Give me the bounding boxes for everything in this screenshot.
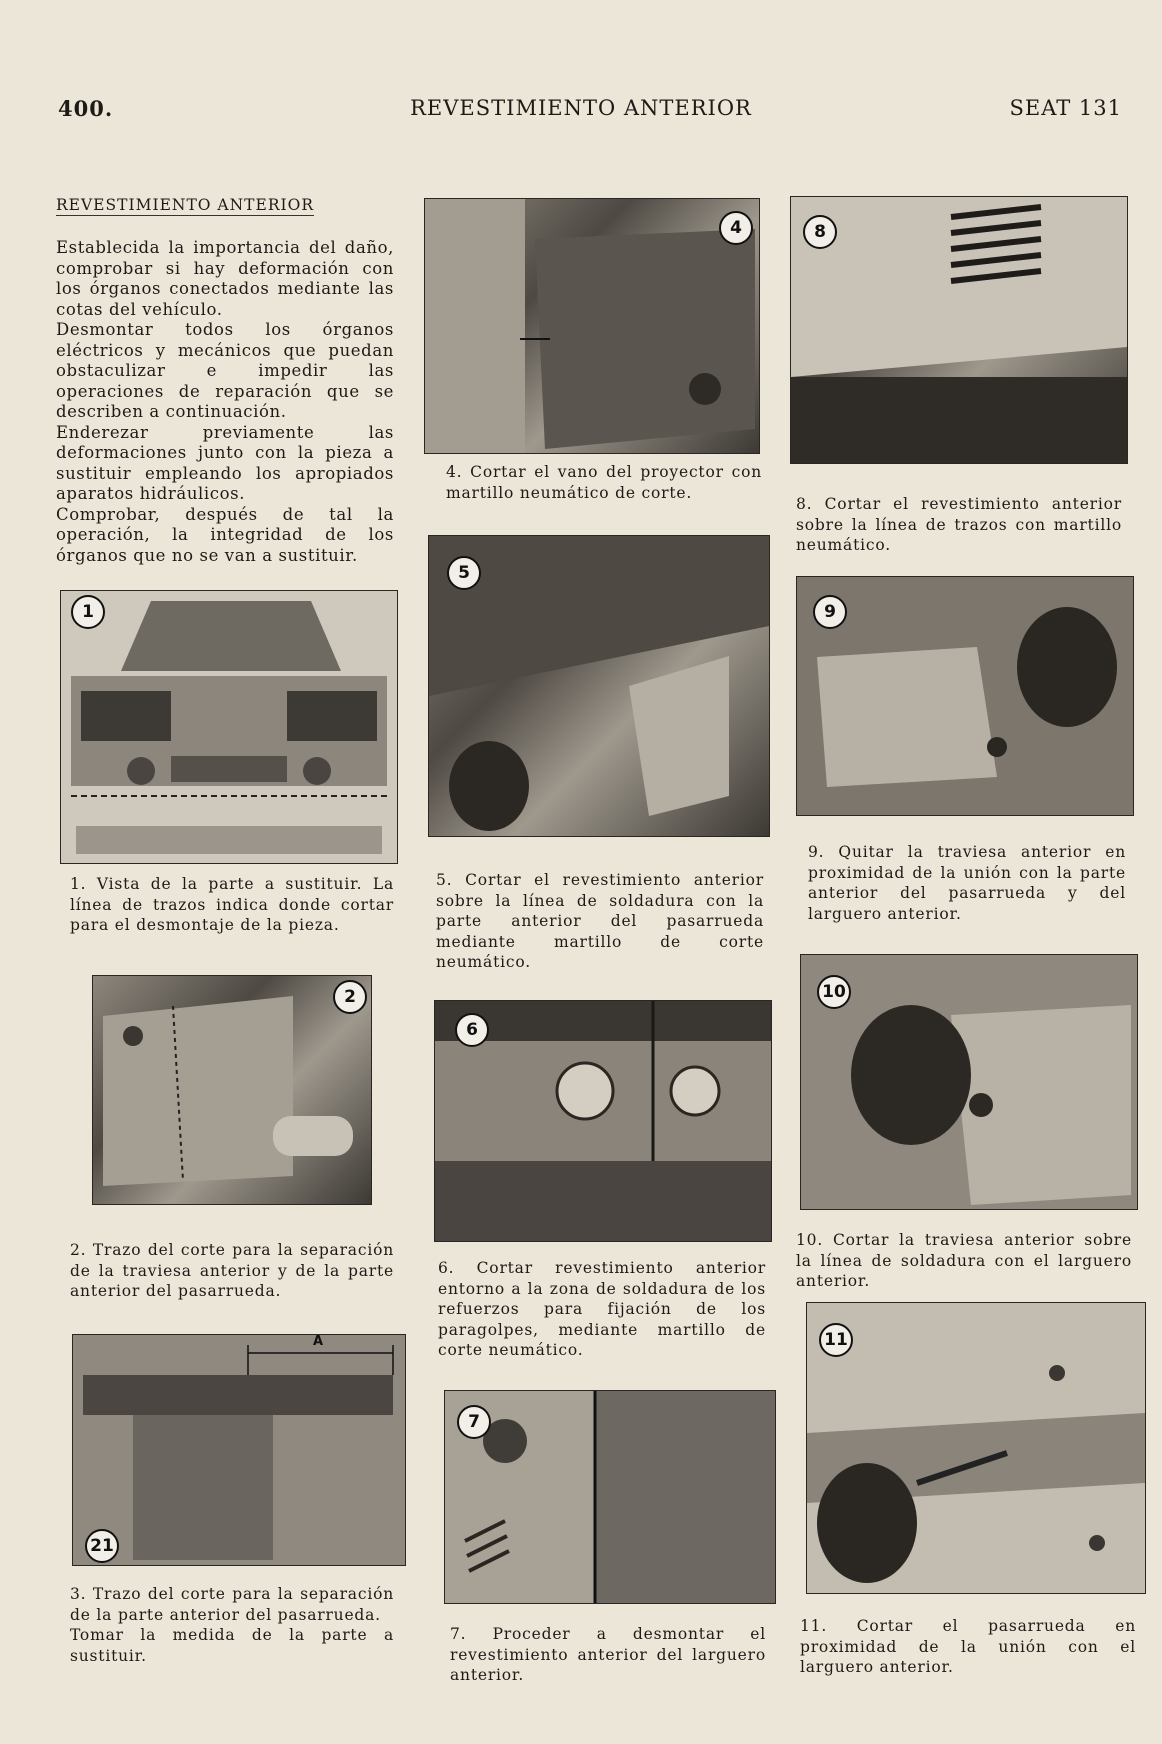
figure-badge: 9 bbox=[813, 595, 847, 629]
figure-7-caption: 7. Proceder a desmontar el revestimiento anterior del larguero anterior. bbox=[450, 1625, 766, 1684]
figure-badge: 5 bbox=[447, 556, 481, 590]
page-number: 400. bbox=[58, 96, 114, 121]
figure-8-photo bbox=[790, 196, 1128, 464]
figure-6-photo bbox=[434, 1000, 772, 1242]
figure-badge: 11 bbox=[819, 1323, 853, 1357]
intro-paragraph: Enderezar previamente las deformaciones junto con la pieza a sustituir empleando los apropiados aparatos hidráulicos. bbox=[56, 422, 394, 503]
figure-badge: 21 bbox=[85, 1529, 119, 1563]
figure-4-caption: 4. Cortar el vano del proyector con martillo neumático de corte. bbox=[446, 463, 762, 502]
figure-badge: 6 bbox=[455, 1013, 489, 1047]
figure-9-caption: 9. Quitar la traviesa anterior en proximidad de la unión con la parte anterior del pasarrueda y del larguero anterior. bbox=[808, 843, 1126, 923]
figure-1-photo bbox=[60, 590, 398, 864]
figure-10-caption: 10. Cortar la traviesa anterior sobre la línea de soldadura con el larguero anterior. bbox=[796, 1231, 1132, 1290]
figure-badge: 10 bbox=[817, 975, 851, 1009]
figure-7-photo bbox=[444, 1390, 776, 1604]
figure-10-photo bbox=[800, 954, 1138, 1210]
figure-4-photo bbox=[424, 198, 760, 454]
figure-11-caption: 11. Cortar el pasarrueda en proximidad de la unión con el larguero anterior. bbox=[800, 1617, 1136, 1676]
intro-paragraph: Comprobar, después de tal la operación, la integridad de los órganos que no se van a sustituir. bbox=[56, 504, 394, 565]
figure-badge: 7 bbox=[457, 1405, 491, 1439]
figure-1-caption: 1. Vista de la parte a sustituir. La línea de trazos indica donde cortar para el desmontaje de la pieza. bbox=[70, 875, 394, 934]
intro-text bbox=[56, 238, 394, 566]
figure-badge: 2 bbox=[333, 980, 367, 1014]
intro-paragraph: Establecida la importancia del daño, comprobar si hay deformación con los órganos conectados mediante las cotas del vehículo. bbox=[56, 238, 394, 319]
intro-paragraph: Desmontar todos los órganos eléctricos y mecánicos que puedan obstaculizar e impedir las operaciones de reparación que se describen a continuación. bbox=[56, 320, 394, 421]
figure-8-caption: 8. Cortar el revestimiento anterior sobre la línea de trazos con martillo neumático. bbox=[796, 495, 1122, 554]
dimension-label: A bbox=[313, 1334, 324, 1349]
figure-9-photo bbox=[796, 576, 1134, 816]
vehicle-model: SEAT 131 bbox=[1009, 96, 1122, 120]
page-title: REVESTIMIENTO ANTERIOR bbox=[410, 96, 752, 120]
figure-2-photo bbox=[92, 975, 372, 1205]
section-title: REVESTIMIENTO ANTERIOR bbox=[56, 196, 314, 214]
figure-6-caption: 6. Cortar revestimiento anterior entorno a la zona de soldadura de los refuerzos para fijación de los paragolpes, mediante martillo de corte neumático. bbox=[438, 1259, 766, 1359]
figure-3-caption: 3. Trazo del corte para la separación de la parte anterior del pasarrueda. Tomar la medida de la parte a sustituir. bbox=[70, 1585, 394, 1665]
figure-badge: 4 bbox=[719, 211, 753, 245]
figure-5-photo bbox=[428, 535, 770, 837]
figure-badge: 8 bbox=[803, 215, 837, 249]
figure-badge: 1 bbox=[71, 595, 105, 629]
figure-3-photo bbox=[72, 1334, 406, 1566]
figure-5-caption: 5. Cortar el revestimiento anterior sobre la línea de soldadura con la parte anterior del pasarrueda mediante martillo de corte neumático. bbox=[436, 871, 764, 971]
figure-2-caption: 2. Trazo del corte para la separación de la traviesa anterior y de la parte anterior del pasarrueda. bbox=[70, 1241, 394, 1300]
figure-11-photo bbox=[806, 1302, 1146, 1594]
